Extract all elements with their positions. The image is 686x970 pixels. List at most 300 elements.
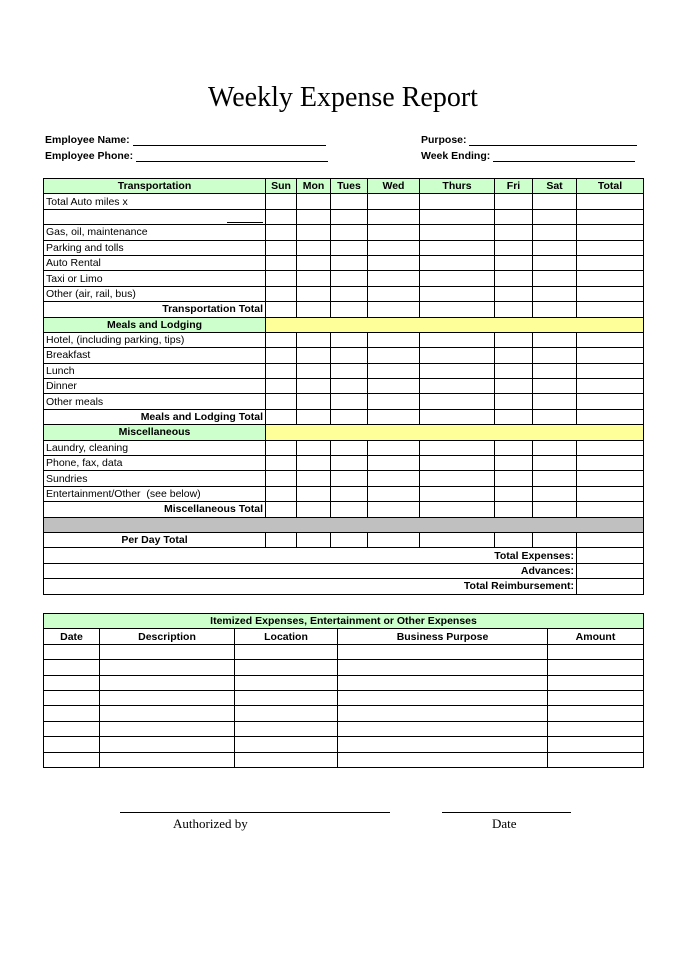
itemized-cell[interactable] xyxy=(338,675,548,690)
expense-cell[interactable] xyxy=(420,440,495,455)
expense-cell[interactable] xyxy=(368,348,420,363)
expense-cell[interactable] xyxy=(577,532,644,547)
expense-row xyxy=(44,194,644,209)
expense-cell[interactable] xyxy=(533,332,577,347)
expense-cell[interactable] xyxy=(495,394,533,409)
expense-row xyxy=(44,440,644,455)
expense-table xyxy=(43,178,644,595)
week-ending-field[interactable] xyxy=(493,150,635,162)
expense-cell[interactable] xyxy=(266,209,297,224)
expense-row-label: Hotel, (including parking, tips) xyxy=(44,332,266,347)
expense-cell[interactable] xyxy=(420,456,495,471)
itemized-cell[interactable] xyxy=(100,660,235,675)
itemized-cell[interactable] xyxy=(44,721,100,736)
itemized-cell[interactable] xyxy=(338,644,548,659)
itemized-row xyxy=(44,752,644,767)
expense-row xyxy=(44,409,644,424)
expense-row xyxy=(44,502,644,517)
expense-cell[interactable] xyxy=(266,194,297,209)
expense-cell[interactable] xyxy=(368,502,420,517)
expense-cell[interactable] xyxy=(266,363,297,378)
expense-cell[interactable] xyxy=(577,379,644,394)
expense-cell[interactable] xyxy=(297,440,331,455)
expense-cell[interactable] xyxy=(331,286,368,301)
expense-cell[interactable] xyxy=(495,363,533,378)
expense-cell[interactable] xyxy=(495,194,533,209)
expense-row xyxy=(44,209,644,224)
expense-cell[interactable] xyxy=(420,363,495,378)
itemized-cell[interactable] xyxy=(548,752,644,767)
expense-cell[interactable] xyxy=(331,409,368,424)
employee-name-label: Employee Name: xyxy=(45,134,130,146)
column-header: Sat xyxy=(533,179,577,194)
expense-cell[interactable] xyxy=(297,194,331,209)
expense-cell[interactable] xyxy=(297,286,331,301)
expense-row-label: Parking and tolls xyxy=(44,240,266,255)
expense-cell[interactable] xyxy=(266,409,297,424)
expense-cell[interactable] xyxy=(297,240,331,255)
expense-cell[interactable] xyxy=(577,348,644,363)
expense-row-label: Miscellaneous Total xyxy=(44,502,266,517)
expense-cell[interactable] xyxy=(331,271,368,286)
employee-name-field[interactable] xyxy=(133,134,326,146)
expense-cell[interactable] xyxy=(368,194,420,209)
page-title: Weekly Expense Report xyxy=(208,82,478,113)
expense-cell[interactable] xyxy=(297,394,331,409)
expense-cell[interactable] xyxy=(577,194,644,209)
total-expenses-label: Total Expenses: xyxy=(44,548,577,563)
expense-cell[interactable] xyxy=(577,456,644,471)
itemized-row xyxy=(44,706,644,721)
expense-row-label: Lunch xyxy=(44,363,266,378)
expense-row xyxy=(44,532,644,547)
expense-cell[interactable] xyxy=(577,271,644,286)
itemized-column-header: Amount xyxy=(548,629,644,644)
expense-cell[interactable] xyxy=(297,271,331,286)
expense-cell[interactable] xyxy=(577,394,644,409)
expense-cell[interactable] xyxy=(495,286,533,301)
expense-cell[interactable] xyxy=(368,532,420,547)
itemized-cell[interactable] xyxy=(235,721,338,736)
expense-cell[interactable] xyxy=(420,379,495,394)
expense-cell[interactable] xyxy=(331,194,368,209)
itemized-cell[interactable] xyxy=(235,690,338,705)
expense-cell[interactable] xyxy=(533,271,577,286)
expense-cell[interactable] xyxy=(420,394,495,409)
expense-cell[interactable] xyxy=(368,255,420,270)
separator-row xyxy=(44,517,644,532)
expense-cell[interactable] xyxy=(368,302,420,317)
expense-row-label: Other meals xyxy=(44,394,266,409)
expense-cell[interactable] xyxy=(266,271,297,286)
itemized-cell[interactable] xyxy=(235,675,338,690)
expense-cell[interactable] xyxy=(266,225,297,240)
expense-cell[interactable] xyxy=(331,225,368,240)
itemized-cell[interactable] xyxy=(44,737,100,752)
expense-cell[interactable] xyxy=(266,440,297,455)
advances-label: Advances: xyxy=(44,563,577,578)
expense-cell[interactable] xyxy=(495,302,533,317)
total-expenses-value[interactable] xyxy=(577,548,644,563)
itemized-cell[interactable] xyxy=(235,644,338,659)
expense-cell[interactable] xyxy=(577,209,644,224)
expense-cell[interactable] xyxy=(577,409,644,424)
employee-name-row xyxy=(45,134,326,146)
week-ending-label: Week Ending: xyxy=(421,150,491,162)
expense-row-label: Entertainment/Other (see below) xyxy=(44,486,266,501)
expense-row-label: Phone, fax, data xyxy=(44,456,266,471)
expense-row xyxy=(44,225,644,240)
expense-cell[interactable] xyxy=(368,471,420,486)
employee-phone-row xyxy=(45,150,328,162)
expense-cell[interactable] xyxy=(495,271,533,286)
itemized-cell[interactable] xyxy=(548,675,644,690)
expense-cell[interactable] xyxy=(266,394,297,409)
expense-row xyxy=(44,471,644,486)
expense-cell[interactable] xyxy=(331,255,368,270)
expense-cell[interactable] xyxy=(420,271,495,286)
expense-cell[interactable] xyxy=(420,486,495,501)
expense-cell[interactable] xyxy=(368,486,420,501)
expense-cell[interactable] xyxy=(495,255,533,270)
expense-row xyxy=(44,363,644,378)
itemized-column-header: Description xyxy=(100,629,235,644)
itemized-cell[interactable] xyxy=(548,660,644,675)
itemized-cell[interactable] xyxy=(338,737,548,752)
misc-section-header-band xyxy=(266,425,644,440)
expense-cell[interactable] xyxy=(331,394,368,409)
expense-row xyxy=(44,271,644,286)
expense-cell[interactable] xyxy=(331,348,368,363)
expense-cell[interactable] xyxy=(495,456,533,471)
expense-cell[interactable] xyxy=(266,302,297,317)
expense-cell[interactable] xyxy=(266,379,297,394)
expense-cell[interactable] xyxy=(533,255,577,270)
total-reimbursement-label: Total Reimbursement: xyxy=(44,579,577,594)
expense-cell[interactable] xyxy=(420,286,495,301)
expense-cell[interactable] xyxy=(266,471,297,486)
expense-cell[interactable] xyxy=(331,363,368,378)
expense-header-row xyxy=(44,179,644,194)
itemized-column-header: Date xyxy=(44,629,100,644)
column-header: Mon xyxy=(297,179,331,194)
expense-cell[interactable] xyxy=(420,409,495,424)
expense-cell[interactable] xyxy=(266,456,297,471)
itemized-column-header: Business Purpose xyxy=(338,629,548,644)
expense-row-label: Dinner xyxy=(44,379,266,394)
expense-cell[interactable] xyxy=(420,532,495,547)
itemized-cell[interactable] xyxy=(235,706,338,721)
expense-cell[interactable] xyxy=(297,348,331,363)
purpose-label: Purpose: xyxy=(421,134,467,146)
expense-cell[interactable] xyxy=(420,332,495,347)
itemized-cell[interactable] xyxy=(548,737,644,752)
expense-cell[interactable] xyxy=(368,379,420,394)
expense-cell[interactable] xyxy=(577,286,644,301)
expense-cell[interactable] xyxy=(297,332,331,347)
itemized-cell[interactable] xyxy=(44,706,100,721)
expense-cell[interactable] xyxy=(533,456,577,471)
expense-row-label xyxy=(44,209,266,224)
expense-cell[interactable] xyxy=(533,502,577,517)
itemized-cell[interactable] xyxy=(548,690,644,705)
expense-row xyxy=(44,255,644,270)
expense-cell[interactable] xyxy=(297,255,331,270)
meals-section-header-label: Meals and Lodging xyxy=(44,317,266,332)
expense-cell[interactable] xyxy=(331,486,368,501)
expense-cell[interactable] xyxy=(331,209,368,224)
expense-row-label: Total Auto miles x xyxy=(44,194,266,209)
itemized-cell[interactable] xyxy=(100,690,235,705)
itemized-cell[interactable] xyxy=(100,721,235,736)
expense-cell[interactable] xyxy=(266,286,297,301)
expense-row-label: Gas, oil, maintenance xyxy=(44,225,266,240)
itemized-cell[interactable] xyxy=(44,644,100,659)
itemized-row xyxy=(44,737,644,752)
total-reimbursement-value[interactable] xyxy=(577,579,644,594)
itemized-cell[interactable] xyxy=(44,752,100,767)
authorized-by-line[interactable] xyxy=(120,812,390,813)
expense-cell[interactable] xyxy=(495,471,533,486)
employee-phone-field[interactable] xyxy=(136,150,328,162)
itemized-expenses-table xyxy=(43,613,644,768)
advances-value[interactable] xyxy=(577,563,644,578)
itemized-cell[interactable] xyxy=(100,644,235,659)
expense-cell[interactable] xyxy=(420,502,495,517)
expense-cell[interactable] xyxy=(297,532,331,547)
expense-row-label: Other (air, rail, bus) xyxy=(44,286,266,301)
expense-row xyxy=(44,332,644,347)
expense-cell[interactable] xyxy=(331,456,368,471)
expense-cell[interactable] xyxy=(420,194,495,209)
itemized-cell[interactable] xyxy=(548,721,644,736)
expense-cell[interactable] xyxy=(266,486,297,501)
itemized-cell[interactable] xyxy=(548,644,644,659)
expense-cell[interactable] xyxy=(533,209,577,224)
column-header: Sun xyxy=(266,179,297,194)
expense-cell[interactable] xyxy=(420,225,495,240)
itemized-cell[interactable] xyxy=(338,706,548,721)
expense-cell[interactable] xyxy=(577,240,644,255)
purpose-field[interactable] xyxy=(469,134,637,146)
expense-cell[interactable] xyxy=(495,532,533,547)
itemized-cell[interactable] xyxy=(338,721,548,736)
date-signature-line[interactable] xyxy=(442,812,571,813)
expense-cell[interactable] xyxy=(533,532,577,547)
expense-cell[interactable] xyxy=(368,456,420,471)
meals-section-header xyxy=(44,317,644,332)
expense-cell[interactable] xyxy=(495,486,533,501)
separator-band xyxy=(44,517,644,532)
expense-cell[interactable] xyxy=(533,486,577,501)
authorized-by-label: Authorized by xyxy=(173,816,248,831)
expense-row-label: Breakfast xyxy=(44,348,266,363)
expense-cell[interactable] xyxy=(331,379,368,394)
expense-row-label: Sundries xyxy=(44,471,266,486)
expense-row xyxy=(44,348,644,363)
itemized-cell[interactable] xyxy=(235,752,338,767)
column-header: Fri xyxy=(495,179,533,194)
expense-cell[interactable] xyxy=(331,532,368,547)
total-reimbursement-row xyxy=(44,579,644,594)
misc-section-header xyxy=(44,425,644,440)
expense-cell[interactable] xyxy=(577,471,644,486)
itemized-cell[interactable] xyxy=(235,660,338,675)
expense-cell[interactable] xyxy=(297,456,331,471)
expense-cell[interactable] xyxy=(533,348,577,363)
itemized-row xyxy=(44,690,644,705)
itemized-row xyxy=(44,644,644,659)
expense-cell[interactable] xyxy=(420,471,495,486)
expense-cell[interactable] xyxy=(495,240,533,255)
expense-cell[interactable] xyxy=(533,302,577,317)
expense-cell[interactable] xyxy=(533,194,577,209)
expense-cell[interactable] xyxy=(577,486,644,501)
expense-cell[interactable] xyxy=(331,302,368,317)
expense-cell[interactable] xyxy=(420,255,495,270)
expense-row xyxy=(44,394,644,409)
expense-cell[interactable] xyxy=(331,332,368,347)
itemized-title: Itemized Expenses, Entertainment or Other Expenses xyxy=(44,614,644,629)
expense-cell[interactable] xyxy=(297,363,331,378)
expense-row xyxy=(44,302,644,317)
expense-cell[interactable] xyxy=(368,286,420,301)
expense-cell[interactable] xyxy=(297,379,331,394)
expense-row xyxy=(44,286,644,301)
expense-cell[interactable] xyxy=(533,240,577,255)
expense-cell[interactable] xyxy=(495,209,533,224)
column-header: Tues xyxy=(331,179,368,194)
expense-cell[interactable] xyxy=(266,348,297,363)
expense-row-label: Auto Rental xyxy=(44,255,266,270)
column-header: Thurs xyxy=(420,179,495,194)
expense-cell[interactable] xyxy=(420,240,495,255)
itemized-row xyxy=(44,660,644,675)
purpose-row xyxy=(421,134,637,146)
expense-row xyxy=(44,379,644,394)
column-header: Transportation xyxy=(44,179,266,194)
expense-cell[interactable] xyxy=(368,240,420,255)
expense-cell[interactable] xyxy=(495,440,533,455)
expense-cell[interactable] xyxy=(577,225,644,240)
expense-row-label: Per Day Total xyxy=(44,532,266,547)
expense-cell[interactable] xyxy=(368,440,420,455)
expense-cell[interactable] xyxy=(266,332,297,347)
itemized-header-row xyxy=(44,629,644,644)
itemized-cell[interactable] xyxy=(100,752,235,767)
expense-cell[interactable] xyxy=(297,486,331,501)
expense-row xyxy=(44,240,644,255)
miles-rate-field[interactable] xyxy=(227,210,263,223)
itemized-title-row xyxy=(44,614,644,629)
expense-row xyxy=(44,486,644,501)
expense-row-label: Transportation Total xyxy=(44,302,266,317)
expense-cell[interactable] xyxy=(368,225,420,240)
itemized-cell[interactable] xyxy=(338,690,548,705)
itemized-column-header: Location xyxy=(235,629,338,644)
expense-cell[interactable] xyxy=(495,332,533,347)
expense-cell[interactable] xyxy=(297,209,331,224)
itemized-cell[interactable] xyxy=(100,675,235,690)
expense-cell[interactable] xyxy=(368,409,420,424)
expense-cell[interactable] xyxy=(577,332,644,347)
expense-cell[interactable] xyxy=(368,394,420,409)
expense-cell[interactable] xyxy=(533,363,577,378)
expense-cell[interactable] xyxy=(495,348,533,363)
expense-cell[interactable] xyxy=(533,440,577,455)
advances-row xyxy=(44,563,644,578)
expense-cell[interactable] xyxy=(533,471,577,486)
expense-cell[interactable] xyxy=(533,409,577,424)
meals-section-header-band xyxy=(266,317,644,332)
expense-cell[interactable] xyxy=(577,363,644,378)
expense-cell[interactable] xyxy=(266,532,297,547)
week-ending-row xyxy=(421,150,635,162)
expense-cell[interactable] xyxy=(577,440,644,455)
itemized-cell[interactable] xyxy=(548,706,644,721)
expense-cell[interactable] xyxy=(368,271,420,286)
expense-row xyxy=(44,456,644,471)
expense-cell[interactable] xyxy=(331,240,368,255)
expense-cell[interactable] xyxy=(495,502,533,517)
expense-cell[interactable] xyxy=(533,286,577,301)
itemized-cell[interactable] xyxy=(338,752,548,767)
itemized-row xyxy=(44,675,644,690)
expense-cell[interactable] xyxy=(368,209,420,224)
itemized-cell[interactable] xyxy=(44,690,100,705)
column-header: Total xyxy=(577,179,644,194)
itemized-cell[interactable] xyxy=(44,660,100,675)
expense-cell[interactable] xyxy=(533,394,577,409)
expense-cell[interactable] xyxy=(331,502,368,517)
expense-cell[interactable] xyxy=(331,440,368,455)
expense-cell[interactable] xyxy=(533,225,577,240)
expense-cell[interactable] xyxy=(577,502,644,517)
expense-cell[interactable] xyxy=(420,348,495,363)
expense-row-label: Taxi or Limo xyxy=(44,271,266,286)
expense-cell[interactable] xyxy=(533,379,577,394)
expense-cell[interactable] xyxy=(297,409,331,424)
expense-cell[interactable] xyxy=(368,363,420,378)
expense-cell[interactable] xyxy=(577,302,644,317)
expense-cell[interactable] xyxy=(420,209,495,224)
expense-cell[interactable] xyxy=(577,255,644,270)
itemized-row xyxy=(44,721,644,736)
expense-cell[interactable] xyxy=(266,240,297,255)
itemized-cell[interactable] xyxy=(338,660,548,675)
itemized-cell[interactable] xyxy=(100,706,235,721)
expense-cell[interactable] xyxy=(495,225,533,240)
misc-section-header-label: Miscellaneous xyxy=(44,425,266,440)
expense-cell[interactable] xyxy=(266,502,297,517)
expense-cell[interactable] xyxy=(297,471,331,486)
expense-cell[interactable] xyxy=(266,255,297,270)
column-header: Wed xyxy=(368,179,420,194)
expense-cell[interactable] xyxy=(368,332,420,347)
expense-cell[interactable] xyxy=(297,502,331,517)
expense-cell[interactable] xyxy=(420,302,495,317)
itemized-cell[interactable] xyxy=(235,737,338,752)
itemized-cell[interactable] xyxy=(44,675,100,690)
expense-cell[interactable] xyxy=(297,225,331,240)
expense-cell[interactable] xyxy=(331,471,368,486)
expense-row-label: Meals and Lodging Total xyxy=(44,409,266,424)
expense-cell[interactable] xyxy=(495,379,533,394)
expense-cell[interactable] xyxy=(495,409,533,424)
total-expenses-row xyxy=(44,548,644,563)
expense-cell[interactable] xyxy=(297,302,331,317)
itemized-cell[interactable] xyxy=(100,737,235,752)
